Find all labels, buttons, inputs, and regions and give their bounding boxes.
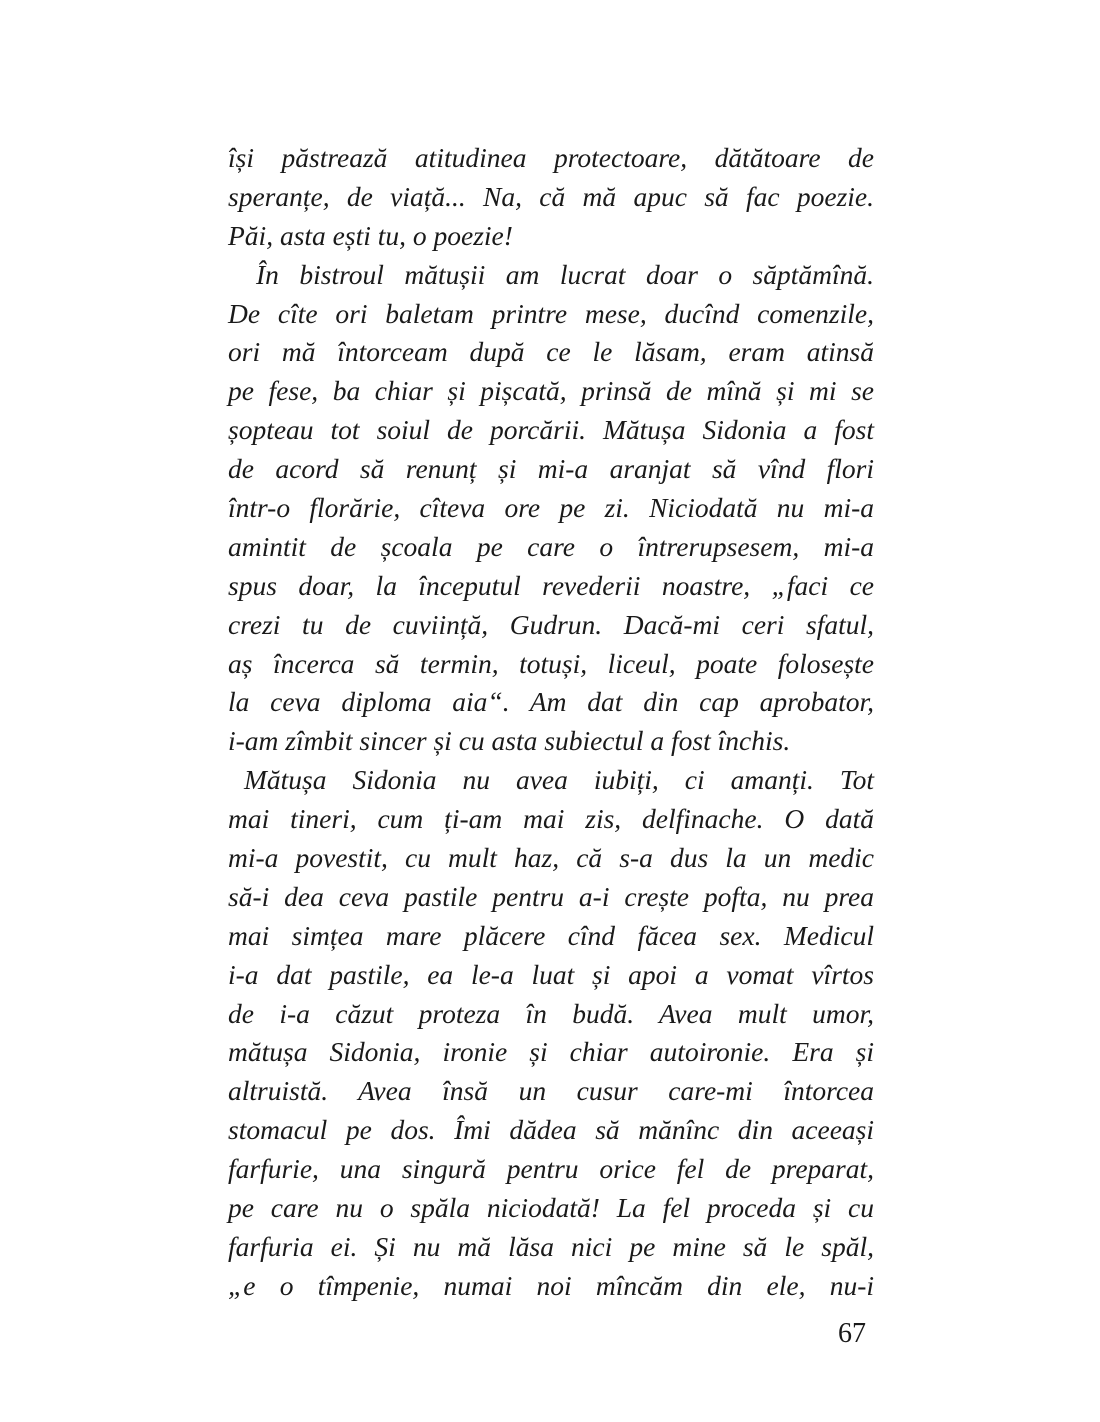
text-line (228, 1228, 874, 1267)
text-line-content: își păstrează atitudinea protectoare, dătătoare de (228, 142, 874, 173)
text-line-content: șopteau tot soiul de porcării. Mătușa Sidonia a fost (228, 414, 874, 446)
text-line-content: speranțe, de viață... Na, că mă apuc să fac poezie. (228, 180, 874, 212)
text-line (228, 411, 874, 450)
text-line (228, 1267, 874, 1306)
text-line-content: De cîte ori baletam printre mese, ducînd comenzile, (228, 297, 874, 329)
text-line-content: Mătușa Sidonia nu avea iubiți, ci amanți. Tot (244, 764, 874, 796)
text-line (228, 878, 874, 917)
text-line-content: i-am zîmbit sincer și cu asta subiectul a fost închis. (228, 725, 791, 757)
text-line-content: ori mă întorceam după ce le lăsam, eram atinsă (228, 336, 874, 368)
text-line (228, 683, 874, 722)
text-line-content: „e o tîmpenie, numai noi mîncăm din ele, nu-i (228, 1269, 874, 1301)
text-line (228, 1072, 874, 1111)
text-line-content: În bistroul mătușii am lucrat doar o săptămînă. (256, 258, 874, 290)
text-line-content: să-i dea ceva pastile pentru a-i crește pofta, nu prea (228, 880, 874, 912)
paragraph (228, 761, 874, 1305)
text-line (228, 178, 874, 217)
text-line-content: aș încerca să termin, totuși, liceul, poate folosește (228, 647, 874, 679)
text-line (228, 256, 874, 295)
text-line-content: de i-a căzut proteza în budă. Avea mult umor, (228, 997, 874, 1029)
text-line-content: la ceva diploma aia“. Am dat din cap aprobator, (228, 686, 874, 718)
text-line-content: mătușa Sidonia, ironie și chiar autoironie. Era și (228, 1036, 874, 1068)
text-line (228, 1033, 874, 1072)
text-line (228, 956, 874, 995)
text-line-content: de acord să renunț și mi-a aranjat să vînd flori (228, 453, 874, 485)
text-line (228, 839, 874, 878)
text-line (228, 917, 874, 956)
text-line (228, 606, 874, 645)
text-line-content: mai tineri, cum ți-am mai zis, delfinache. O dată (228, 803, 874, 835)
text-line-content: într-o florărie, cîteva ore pe zi. Niciodată nu mi-a (228, 492, 874, 524)
text-line-content: amintit de școala pe care o întrerupsesem, mi-a (228, 530, 874, 562)
text-line (228, 1111, 874, 1150)
text-line-content: stomacul pe dos. Îmi dădea să mănînc din aceeași (228, 1114, 874, 1146)
text-line (228, 722, 874, 761)
text-line (228, 295, 874, 334)
text-line (228, 800, 874, 839)
text-line (228, 567, 874, 606)
text-line-content: mi-a povestit, cu mult haz, că s-a dus la un medic (228, 842, 874, 874)
text-line-content: mai simțea mare plăcere cînd făcea sex. Medicul (228, 919, 874, 951)
text-line (228, 1189, 874, 1228)
text-line (228, 645, 874, 684)
text-line (228, 217, 874, 256)
text-line (228, 372, 874, 411)
paragraph (228, 256, 874, 762)
text-line-content: i-a dat pastile, ea le-a luat și apoi a vomat vîrtos (228, 958, 874, 990)
text-line (228, 450, 874, 489)
text-line-content: spus doar, la începutul revederii noastre, „faci ce (228, 569, 874, 601)
text-line (228, 1150, 874, 1189)
text-line-content: altruistă. Avea însă un cusur care-mi întorcea (228, 1075, 874, 1107)
body-text (228, 139, 874, 1306)
text-line-content: crezi tu de cuviință, Gudrun. Dacă-mi ceri sfatul, (228, 608, 874, 640)
page-number: 67 (838, 1318, 866, 1349)
text-line (228, 489, 874, 528)
text-line-content: farfurie, una singură pentru orice fel de preparat, (228, 1153, 874, 1185)
text-line-content: pe fese, ba chiar și pișcată, prinsă de mînă și mi se (228, 375, 874, 407)
text-line-content: Păi, asta ești tu, o poezie! (228, 219, 513, 251)
paragraph (228, 139, 874, 256)
text-line-content: pe care nu o spăla niciodată! La fel proceda și cu (228, 1192, 874, 1224)
text-line (228, 333, 874, 372)
text-line (228, 761, 874, 800)
text-line (228, 139, 874, 178)
text-line (228, 528, 874, 567)
text-line-content: farfuria ei. Și nu mă lăsa nici pe mine să le spăl, (228, 1230, 874, 1262)
text-line (228, 995, 874, 1034)
